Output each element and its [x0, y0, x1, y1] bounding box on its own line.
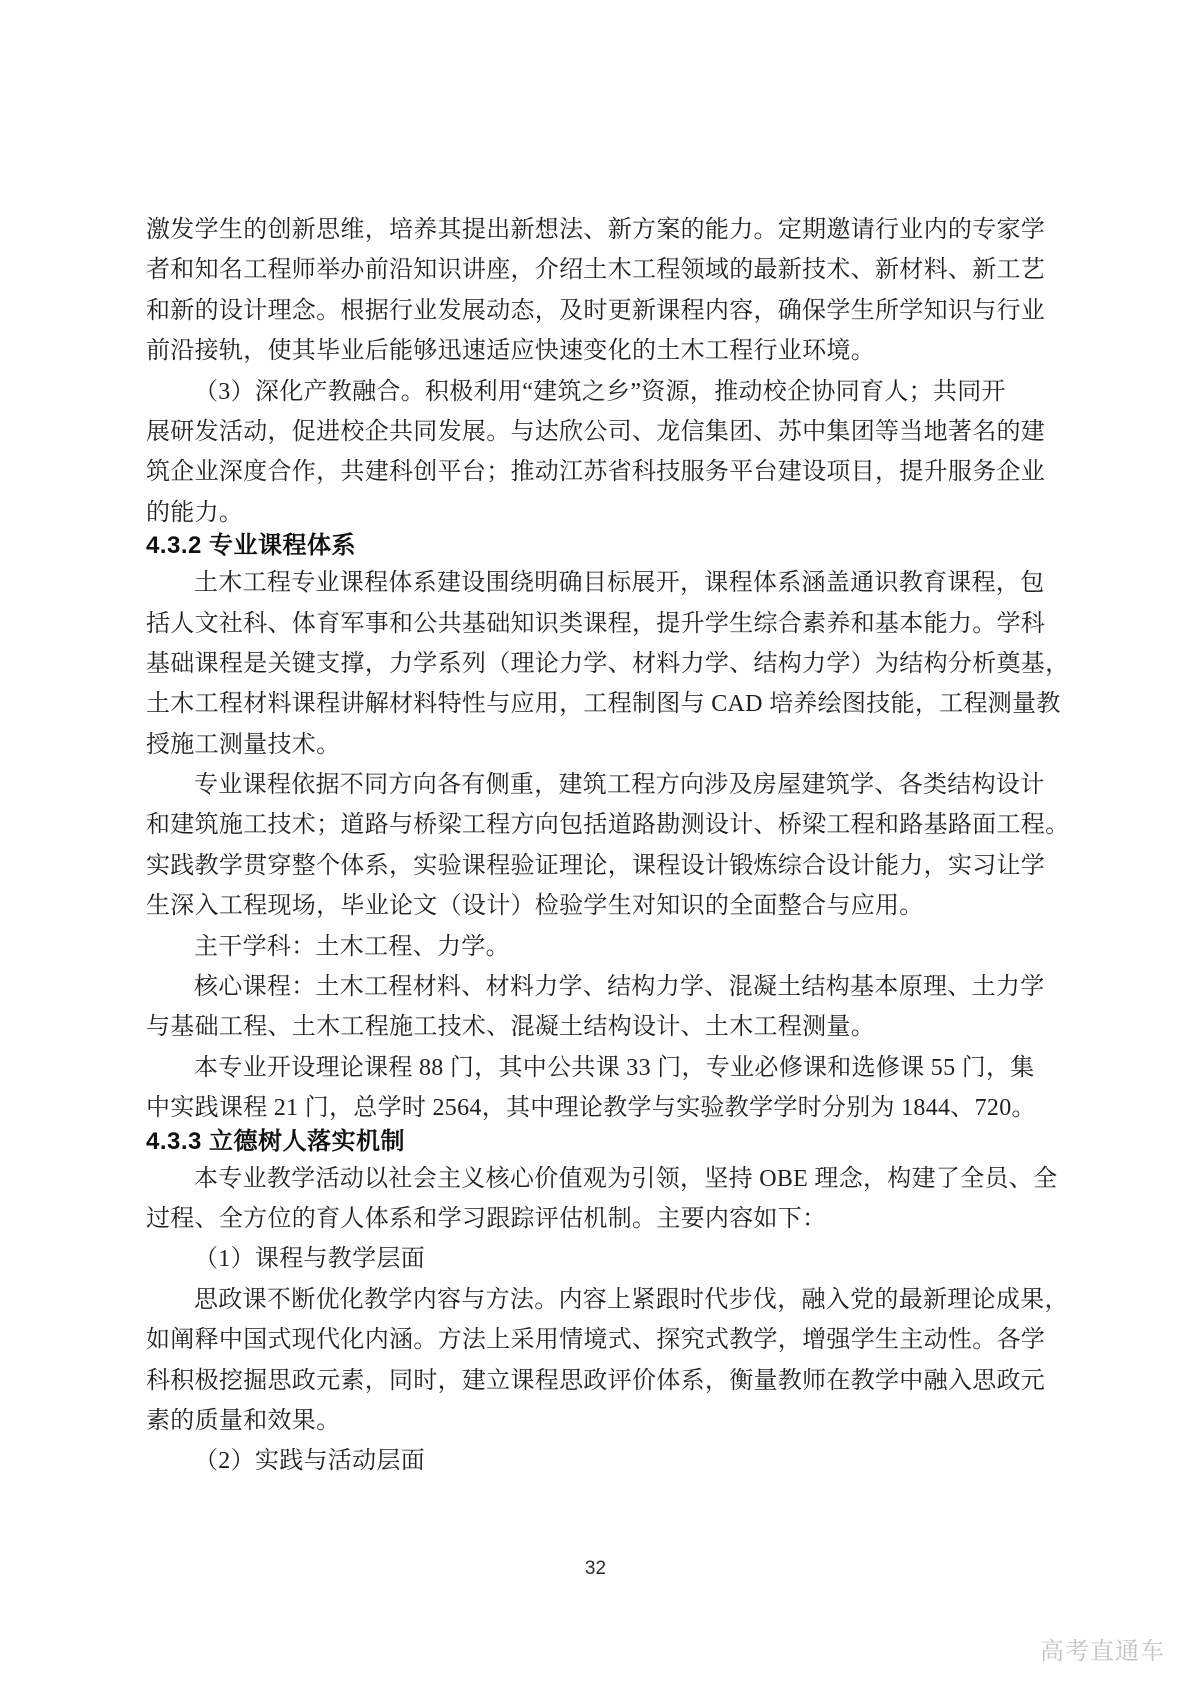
text-line: 土木工程材料课程讲解材料特性与应用，工程制图与 CAD 培养绘图技能，工程测量教: [146, 691, 1061, 718]
text-line: 思政课不断优化教学内容与方法。内容上紧跟时代步伐，融入党的最新理论成果，: [194, 1286, 1069, 1313]
text-line: 如阐释中国式现代化内涵。方法上采用情境式、探究式教学，增强学生主动性。各学: [146, 1327, 1046, 1354]
text-line: 土木工程专业课程体系建设围绕明确目标展开，课程体系涵盖通识教育课程，包: [194, 570, 1045, 597]
text-line: （2）实践与活动层面: [194, 1448, 425, 1475]
text-line: 基础课程是关键支撑，力学系列（理论力学、材料力学、结构力学）为结构分析奠基，: [146, 650, 1070, 677]
section-heading: 4.3.3 立德树人落实机制: [146, 1127, 406, 1155]
text-line: 前沿接轨，使其毕业后能够迅速适应快速变化的土木工程行业环境。: [146, 338, 875, 365]
text-line: 展研发活动，促进校企共同发展。与达欣公司、龙信集团、苏中集团等当地著名的建: [146, 418, 1046, 445]
section-heading: 4.3.2 专业课程体系: [146, 532, 357, 560]
page-number: 32: [584, 1558, 607, 1579]
watermark: 高考直通车: [1040, 1639, 1165, 1665]
text-line: 主干学科：土木工程、力学。: [194, 933, 510, 960]
text-line: 素的质量和效果。: [146, 1407, 341, 1434]
text-line: （1）课程与教学层面: [194, 1246, 425, 1273]
text-line: 中实践课程 21 门，总学时 2564，其中理论教学与实验教学学时分别为 1844、720。: [146, 1095, 1036, 1122]
text-line: （3）深化产教融合。积极利用“建筑之乡”资源，推动校企协同育人；共同开: [194, 378, 1006, 405]
text-line: 的能力。: [146, 499, 244, 526]
text-line: 括人文社科、体育军事和公共基础知识类课程，提升学生综合素养和基本能力。学科: [146, 610, 1046, 637]
text-line: 生深入工程现场，毕业论文（设计）检验学生对知识的全面整合与应用。: [146, 893, 924, 920]
text-line: 筑企业深度合作，共建科创平台；推动江苏省科技服务平台建设项目，提升服务企业: [146, 459, 1046, 486]
text-line: 授施工测量技术。: [146, 731, 341, 758]
text-line: 和新的设计理念。根据行业发展动态，及时更新课程内容，确保学生所学知识与行业: [146, 297, 1046, 324]
text-line: 科积极挖掘思政元素，同时，建立课程思政评价体系，衡量教师在教学中融入思政元: [146, 1367, 1046, 1394]
text-line: 本专业教学活动以社会主义核心价值观为引领，坚持 OBE 理念，构建了全员、全: [194, 1165, 1058, 1192]
text-line: 实践教学贯穿整个体系，实验课程验证理论，课程设计锻炼综合设计能力，实习让学: [146, 852, 1046, 879]
text-line: 与基础工程、土木工程施工技术、混凝土结构设计、土木工程测量。: [146, 1014, 875, 1041]
document-text-body: [146, 210, 1070, 1482]
text-line: 专业课程依据不同方向各有侧重，建筑工程方向涉及房屋建筑学、各类结构设计: [194, 772, 1045, 799]
text-line: 过程、全方位的育人体系和学习跟踪评估机制。主要内容如下：: [146, 1205, 827, 1232]
text-line: 激发学生的创新思维，培养其提出新想法、新方案的能力。定期邀请行业内的专家学: [146, 217, 1046, 243]
text-line: 本专业开设理论课程 88 门，其中公共课 33 门，专业必修课和选修课 55 门，集: [194, 1054, 1035, 1081]
text-line: 和建筑施工技术；道路与桥梁工程方向包括道路勘测设计、桥梁工程和路基路面工程。: [146, 812, 1070, 839]
text-line: 者和知名工程师举办前沿知识讲座，介绍土木工程领域的最新技术、新材料、新工艺: [146, 257, 1046, 284]
text-line: 核心课程：土木工程材料、材料力学、结构力学、混凝土结构基本原理、土力学: [194, 974, 1045, 1001]
